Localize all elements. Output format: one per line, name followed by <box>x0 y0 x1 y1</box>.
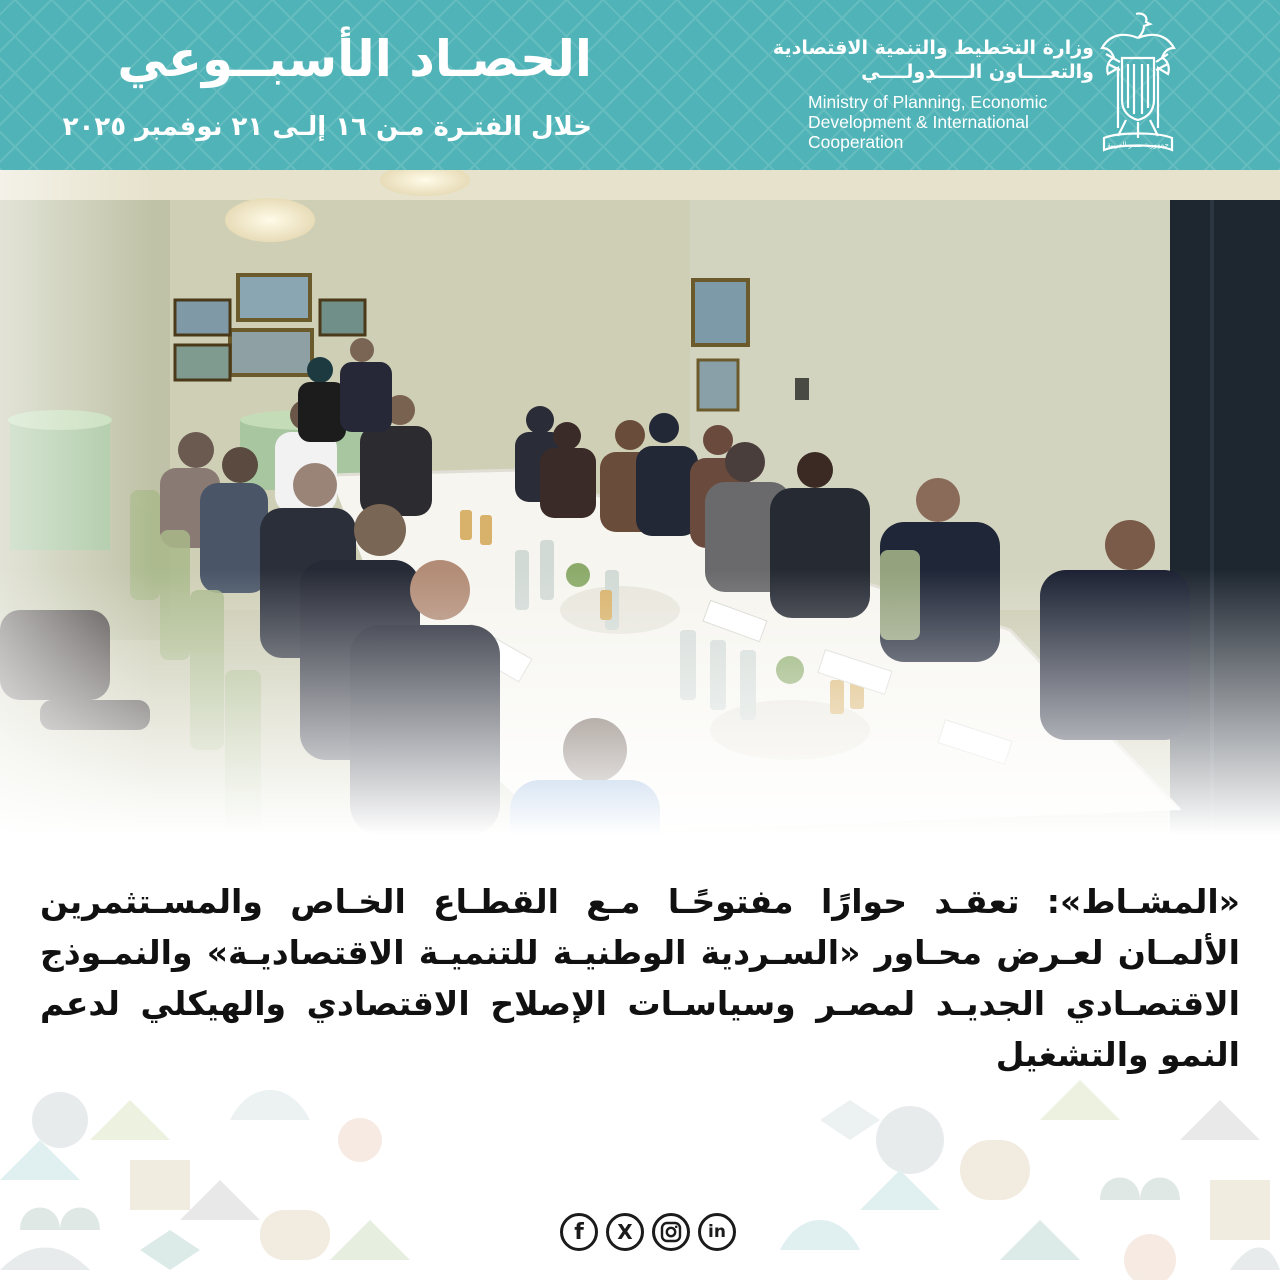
linkedin-glyph: in <box>708 1222 726 1242</box>
meeting-photo <box>0 170 1280 835</box>
ministry-ar-line1: وزارة التخطيط والتنمية الاقتصادية <box>772 37 1094 59</box>
ministry-en-line1: Ministry of Planning, Economic <box>808 92 1048 112</box>
social-icons-bar <box>560 1213 736 1255</box>
emblem-caption: جمهورية مصر العربية <box>1107 141 1169 149</box>
period-subtitle: خلال الفتـرة مـن ١٦ إلـى ٢١ نوفمبر ٢٠٢٥ <box>62 112 592 142</box>
ministry-name-arabic <box>773 36 1094 84</box>
instagram-glyph-icon <box>660 1221 682 1243</box>
ministry-name-english <box>808 92 1098 152</box>
header-banner <box>0 0 1280 170</box>
ministry-en-line3: Cooperation <box>808 132 904 152</box>
weekly-harvest-title: الحصـاد الأسبــوعي <box>117 30 592 88</box>
meeting-scene-illustration <box>0 170 1280 835</box>
egypt-eagle-emblem-icon <box>1098 8 1178 158</box>
x-glyph: X <box>617 1220 633 1244</box>
x-icon[interactable] <box>606 1213 644 1251</box>
facebook-icon[interactable] <box>560 1213 598 1251</box>
instagram-icon[interactable] <box>652 1213 690 1251</box>
ministry-ar-line2: والتعــــاون الـــــدولــــي <box>861 61 1094 83</box>
linkedin-icon[interactable] <box>698 1213 736 1251</box>
news-headline: «المشـاط»: تعقـد حوارًا مفتوحًـا مـع القطـاع الخـاص والمسـتثمرين الألمـان لعـرض محـاور «السـردية الوطنيـة للتنميـة الاقتصاديـة» والنمـوذج الاقتصـادي الجديـد لمصـر وسياسـات الإصلاح الاقتصادي والهيكلي لدعم النمو والتشغيل <box>40 882 1240 1074</box>
ministry-en-line2: Development & International <box>808 112 1029 132</box>
facebook-glyph: f <box>574 1219 584 1245</box>
